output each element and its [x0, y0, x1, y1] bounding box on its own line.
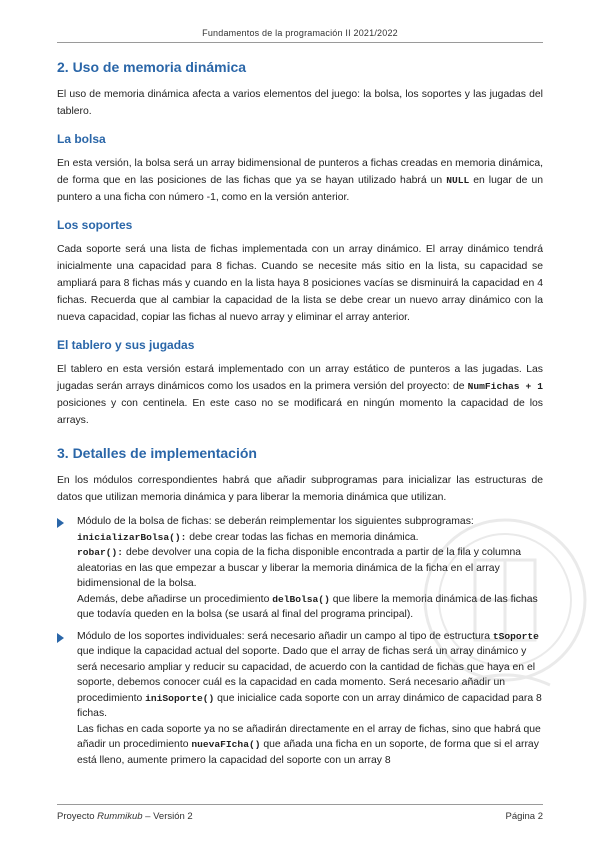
bullet1-text2: debe devolver una copia de la ficha disponible encontrada a partir de la fila y columna aleatorias en las que empezar a buscar y liberar la memoria dinámica de la ficha en el array bidimensional de la bolsa. [77, 547, 522, 589]
section-2-heading: 2. Uso de memoria dinámica [57, 59, 247, 75]
inisoporte-code: iniSoporte() [145, 692, 215, 704]
nuevaficha-code: nuevaFIcha() [191, 739, 261, 750]
bolsa-text-1: En esta versión, la bolsa será un array bidimensional de punteros a fichas creadas en memoria dinámica, de forma que en las posiciones de las fichas que ya se hayan utilizado habrá un [57, 158, 543, 186]
soportes-paragraph: Cada soporte será una lista de fichas implementada con un array dinámico. El array dinámico tendrá inicialmente una capacidad para 8 fichas. Cuando se necesite más sitio en la lista, su capacidad se ampliará para 8 fichas más y cuando en la lista haya 8 posiciones vacías se disminuirá la capacidad en 4 fichas. Recuerda que al cambiar la capacidad de la lista se debe crear un nuevo array dinámico con la nueva capacidad, copiar las fichas al nuevo array y eliminar el array anterior. [57, 244, 543, 323]
bullet1-text3b: que libere la memoria dinámica de las fichas que todavía queden en la bolsa (se usará al final del programa principal). [77, 593, 538, 620]
footer-left-b: Rummikub [97, 811, 143, 822]
bolsa-paragraph [57, 155, 543, 206]
tablero-paragraph [57, 361, 543, 429]
numfichas-code: NumFichas + 1 [467, 381, 543, 392]
arrow-bullet-icon [57, 633, 64, 643]
subsection-soportes-heading: Los soportes [57, 218, 133, 232]
bullet2-text1: Módulo de los soportes individuales: será necesario añadir un campo al tipo de estructura [77, 630, 493, 642]
bullet1-text3a: Además, debe añadirse un procedimiento [77, 593, 273, 605]
list-item-bolsa [57, 514, 543, 623]
bullet2-text4b: que añada una ficha en un soporte, de forma que si el array está lleno, aumente primero la capacidad del soporte con un array 8 [77, 739, 539, 766]
tsoporte-code: tSoporte [492, 630, 539, 642]
tablero-text-1: El tablero en esta versión estará implementado con un array estático de punteros a las jugadas. Las jugadas serán arrays dinámicos como los usados en la primera versión del proyecto: de [57, 364, 543, 392]
page-footer [57, 804, 543, 822]
bolsa-bullet-text [77, 514, 543, 623]
bullet2-text2: que indique la capacidad actual del soporte. Dado que el array de fichas será un array dinámico y será necesario ampliar y reducir su capacidad, de acuerdo con la cantidad de fichas que haya en el soporte, debemos conocer cuál es la capacidad en cada momento. Será necesario añadir un procedimiento [77, 646, 536, 704]
footer-left-a: Proyecto [57, 811, 98, 822]
bullet1-text1: debe crear todas las fichas en memoria dinámica. [186, 531, 419, 543]
bullet2-text3: que inicialice cada soporte con un array dinámico de capacidad para 8 fichas. [77, 692, 542, 719]
bolsa-text-2: en lugar de un puntero a una ficha con número -1, como en la versión anterior. [57, 175, 544, 203]
implementation-list [57, 514, 543, 768]
section-3-heading: 3. Detalles de implementación [57, 445, 257, 461]
arrow-bullet-icon [57, 518, 64, 528]
page-number: Página 2 [505, 811, 543, 822]
inicializar-bolsa-code: inicializarBolsa(): [77, 531, 187, 543]
footer-left-c: – Versión 2 [142, 811, 193, 822]
footer-project [57, 811, 193, 822]
page-header: Fundamentos de la programación II 2021/2022 [57, 28, 543, 43]
bullet2-text4a: Las fichas en cada soporte ya no se añadirán directamente en el array de fichas, sino que habrá que añadir un procedimiento [77, 723, 541, 750]
section-3-intro: En los módulos correspondientes habrá que añadir subprogramas para inicializar las estructuras de datos que utilizan memoria dinámica y para liberar la memoria dinámica que utilizan. [57, 475, 543, 503]
page-content [57, 57, 543, 768]
null-code: NULL [446, 175, 470, 186]
delbolsa-code: delBolsa() [272, 593, 330, 605]
soportes-bullet-text [77, 629, 543, 769]
tablero-text-2: posiciones y con centinela. En este caso no se modificará en ningún momento la capacidad de los arrays. [57, 398, 543, 426]
bullet1-line1: Módulo de la bolsa de fichas: se deberán reimplementar los siguientes subprogramas: [77, 516, 474, 527]
subsection-bolsa-heading: La bolsa [57, 132, 106, 146]
robar-code: robar(): [77, 547, 124, 558]
subsection-tablero-heading: El tablero y sus jugadas [57, 338, 195, 352]
section-2-intro: El uso de memoria dinámica afecta a varios elementos del juego: la bolsa, los soportes y las jugadas del tablero. [57, 89, 543, 117]
list-item-soportes [57, 629, 543, 769]
